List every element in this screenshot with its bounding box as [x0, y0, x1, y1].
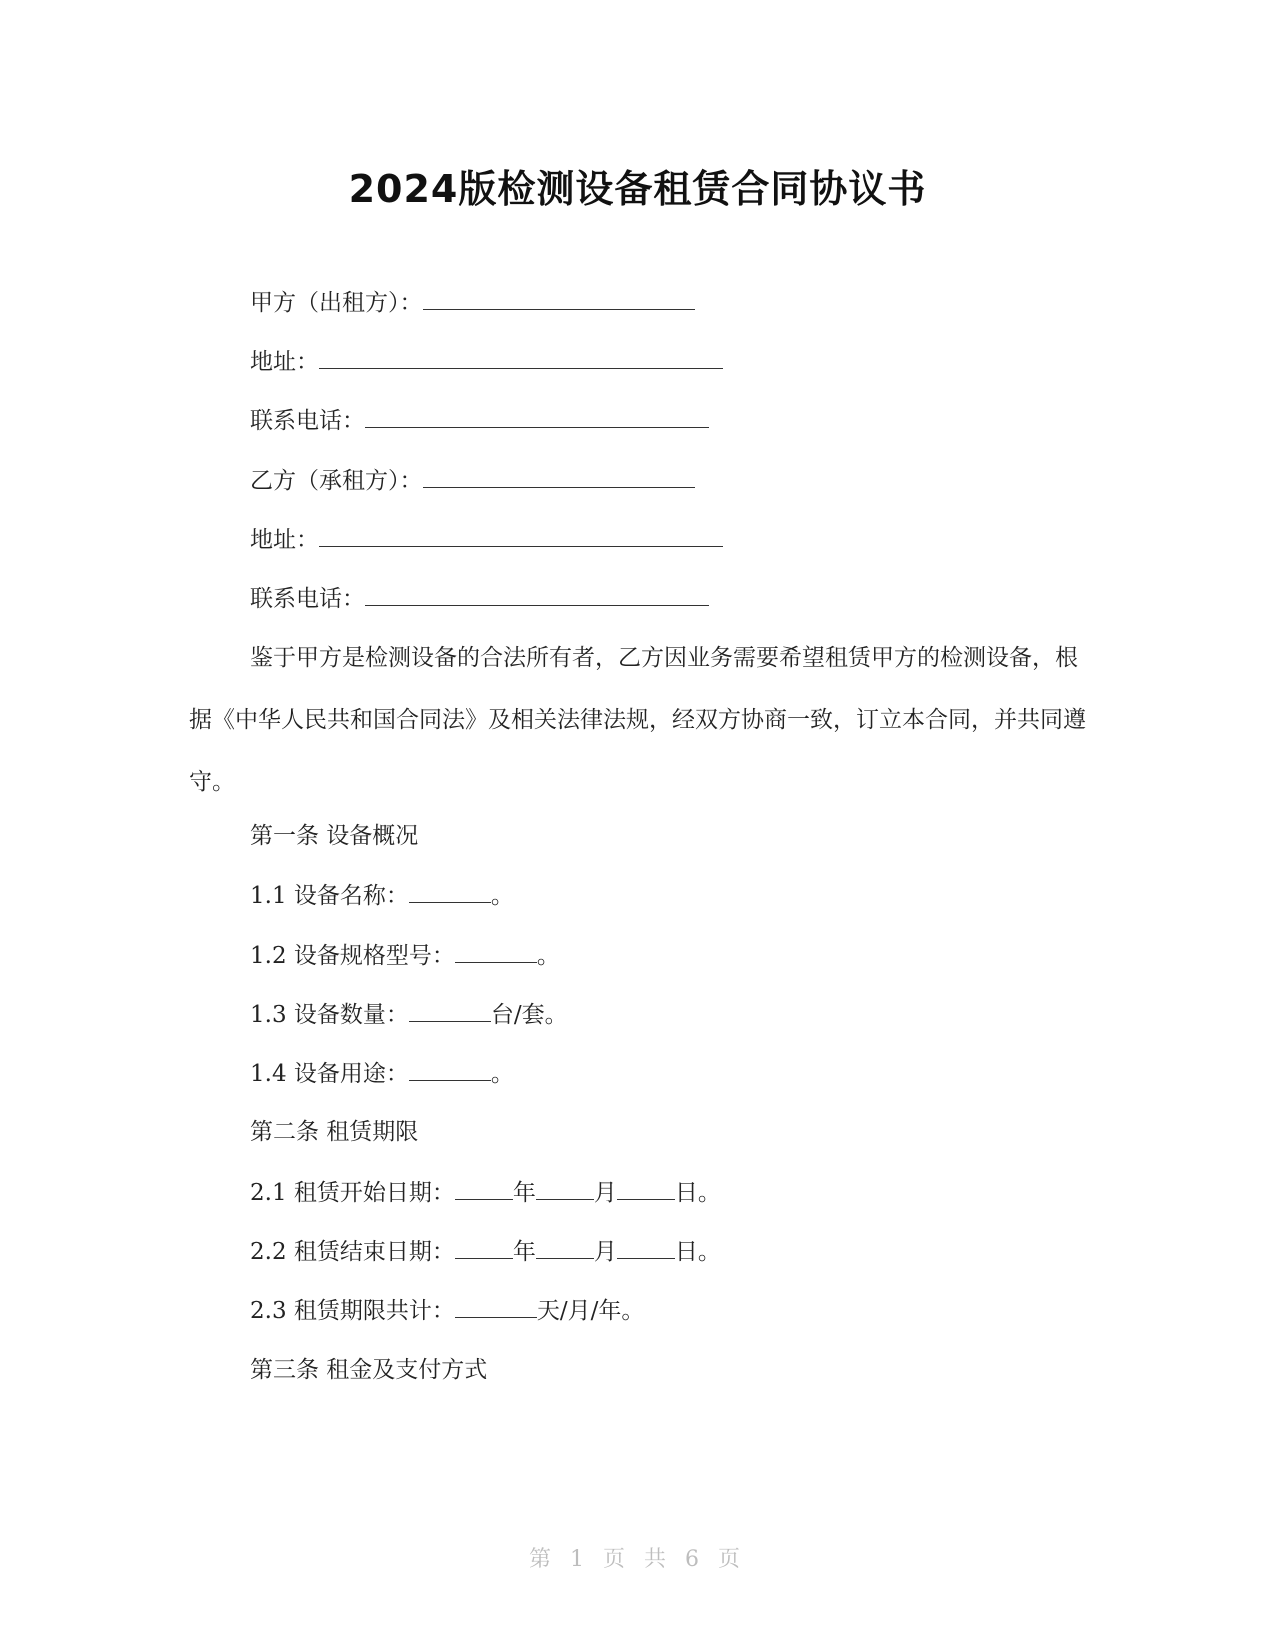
- equipment-model-label: 1.2 设备规格型号：: [250, 943, 455, 969]
- equipment-model-suffix: 。: [536, 943, 560, 969]
- equipment-purpose-field[interactable]: [409, 1058, 491, 1081]
- start-month-unit: 月: [593, 1180, 617, 1206]
- article-1-item-1: [250, 880, 514, 911]
- party-b-phone-label: 联系电话：: [250, 586, 365, 612]
- end-date-label: 2.2 租赁结束日期：: [250, 1239, 455, 1265]
- party-a-phone-label: 联系电话：: [250, 408, 365, 434]
- start-day-field[interactable]: [617, 1177, 675, 1200]
- article-1-heading: 第一条 设备概况: [250, 823, 419, 849]
- party-b-phone-line: [250, 583, 709, 614]
- party-a-label: 甲方（出租方）：: [250, 290, 423, 316]
- party-b-address-line: [250, 524, 723, 555]
- party-b-phone-field[interactable]: [365, 583, 709, 606]
- article-2-item-2: [250, 1236, 721, 1267]
- article-1-item-4: [250, 1058, 514, 1089]
- end-day-unit: 日。: [674, 1239, 721, 1265]
- start-date-label: 2.1 租赁开始日期：: [250, 1180, 455, 1206]
- end-day-field[interactable]: [617, 1236, 675, 1259]
- party-a-address-label: 地址：: [250, 349, 319, 375]
- equipment-name-suffix: 。: [490, 883, 514, 909]
- end-year-unit: 年: [512, 1239, 536, 1265]
- preamble-paragraph: 鉴于甲方是检测设备的合法所有者，乙方因业务需要希望租赁甲方的检测设备，根据《中华人民共和国合同法》及相关法律法规，经双方协商一致，订立本合同，并共同遵守。: [189, 645, 1086, 795]
- party-a-name-field[interactable]: [423, 287, 695, 310]
- article-1-item-3: [250, 999, 568, 1030]
- start-day-unit: 日。: [674, 1180, 721, 1206]
- article-1-item-2: [250, 940, 560, 971]
- party-a-address-field[interactable]: [319, 346, 723, 369]
- article-2-heading: 第二条 租赁期限: [250, 1119, 419, 1145]
- lease-term-field[interactable]: [455, 1295, 537, 1318]
- party-a-phone-field[interactable]: [365, 405, 709, 428]
- equipment-name-field[interactable]: [409, 880, 491, 903]
- equipment-purpose-suffix: 。: [490, 1061, 514, 1087]
- equipment-name-label: 1.1 设备名称：: [250, 883, 409, 909]
- equipment-quantity-suffix: 台/套。: [490, 1002, 568, 1028]
- lease-term-label: 2.3 租赁期限共计：: [250, 1298, 455, 1324]
- article-2-item-1: [250, 1177, 721, 1208]
- party-a-phone-line: [250, 405, 709, 436]
- equipment-quantity-field[interactable]: [409, 999, 491, 1022]
- article-2-item-3: [250, 1295, 644, 1326]
- end-month-field[interactable]: [536, 1236, 594, 1259]
- end-month-unit: 月: [593, 1239, 617, 1265]
- party-b-label: 乙方（承租方）：: [250, 468, 423, 494]
- start-month-field[interactable]: [536, 1177, 594, 1200]
- start-year-unit: 年: [512, 1180, 536, 1206]
- party-b-address-label: 地址：: [250, 527, 319, 553]
- party-a-address-line: [250, 346, 723, 377]
- party-b-line: [250, 465, 695, 496]
- equipment-quantity-label: 1.3 设备数量：: [250, 1002, 409, 1028]
- party-a-line: [250, 287, 695, 318]
- start-year-field[interactable]: [455, 1177, 513, 1200]
- document-title: 2024版检测设备租赁合同协议书: [348, 167, 927, 211]
- page-footer: 第 1 页 共 6 页: [529, 1547, 746, 1572]
- lease-term-suffix: 天/月/年。: [536, 1298, 645, 1324]
- equipment-model-field[interactable]: [455, 940, 537, 963]
- equipment-purpose-label: 1.4 设备用途：: [250, 1061, 409, 1087]
- article-3-heading: 第三条 租金及支付方式: [250, 1357, 488, 1383]
- party-b-name-field[interactable]: [423, 465, 695, 488]
- party-b-address-field[interactable]: [319, 524, 723, 547]
- end-year-field[interactable]: [455, 1236, 513, 1259]
